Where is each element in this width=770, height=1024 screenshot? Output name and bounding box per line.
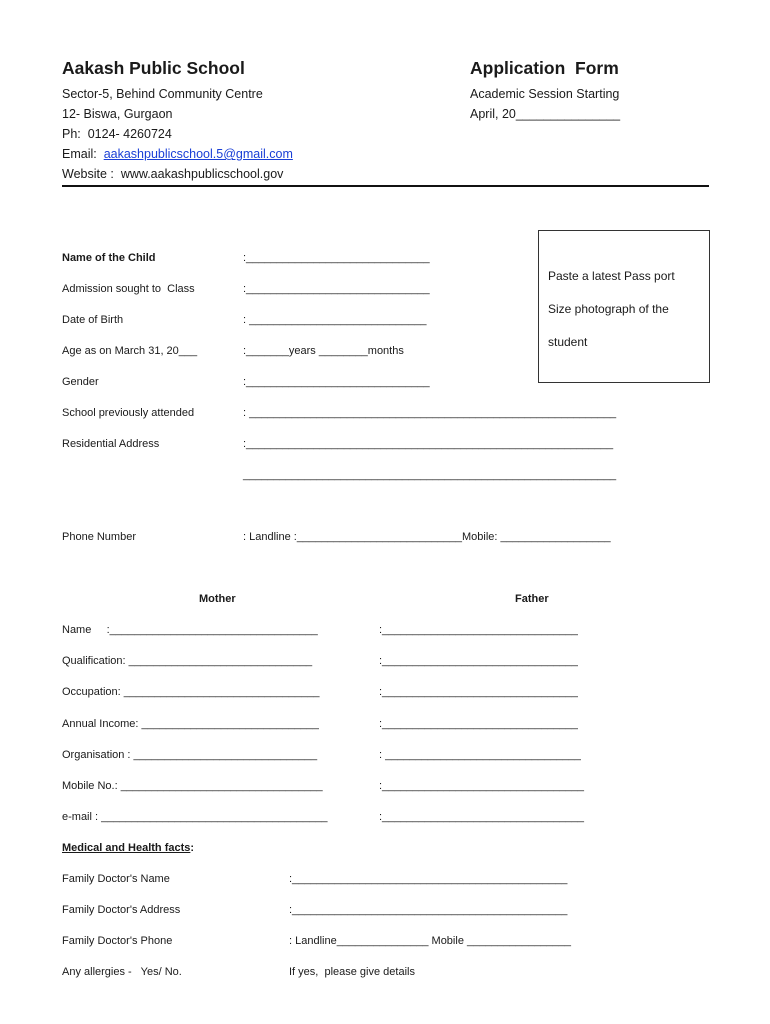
- father-heading: Father: [515, 593, 549, 605]
- allergies-label: Any allergies - Yes/ No.: [62, 966, 182, 978]
- allergies-detail: If yes, please give details: [289, 966, 415, 978]
- doctor-phone-field[interactable]: : Landline_______________ Mobile _________________: [289, 935, 571, 947]
- mother-occupation-field[interactable]: Occupation: ________________________________: [62, 686, 320, 698]
- mother-organisation-field[interactable]: Organisation : ______________________________: [62, 749, 318, 761]
- email-link[interactable]: aakashpublicschool.5@gmail.com: [103, 147, 293, 161]
- gender-label: Gender: [62, 376, 99, 388]
- admission-class-label: Admission sought to Class: [62, 283, 195, 295]
- age-field[interactable]: :_______years ________months: [243, 345, 404, 357]
- photo-box: [538, 230, 710, 383]
- residential-address-field-1[interactable]: :____________________________________________________________: [243, 438, 614, 450]
- school-email-row: [62, 144, 293, 164]
- father-name-field[interactable]: :________________________________: [379, 624, 578, 636]
- school-address-line1: Sector-5, Behind Community Centre: [62, 87, 263, 101]
- school-address-line2: 12- Biswa, Gurgaon: [62, 107, 173, 121]
- photo-box-line3: student: [548, 335, 588, 349]
- age-label: Age as on March 31, 20___: [62, 345, 198, 357]
- residential-address-field-2[interactable]: _____________________________________________________________: [243, 469, 617, 481]
- father-mobile-field[interactable]: :_________________________________: [379, 780, 584, 792]
- phone-number-field[interactable]: : Landline :___________________________Mobile: __________________: [243, 531, 611, 543]
- doctor-phone-label: Family Doctor's Phone: [62, 935, 173, 947]
- header-divider: [62, 185, 709, 187]
- session-line1: Academic Session Starting: [470, 87, 620, 101]
- school-phone: Ph: 0124- 4260724: [62, 127, 172, 141]
- dob-field[interactable]: : _____________________________: [243, 314, 427, 326]
- father-organisation-field[interactable]: : ________________________________: [379, 749, 581, 761]
- mother-mobile-field[interactable]: Mobile No.: _________________________________: [62, 780, 323, 792]
- mother-email-field[interactable]: e-mail : _____________________________________: [62, 811, 328, 823]
- mother-qualification-field[interactable]: Qualification: ______________________________: [62, 655, 313, 667]
- previous-school-label: School previously attended: [62, 407, 195, 419]
- doctor-name-label: Family Doctor's Name: [62, 873, 170, 885]
- doctor-name-field[interactable]: :_____________________________________________: [289, 873, 568, 885]
- photo-box-line1: Paste a latest Pass port: [548, 269, 675, 283]
- gender-field[interactable]: :______________________________: [243, 376, 430, 388]
- doctor-address-field[interactable]: :_____________________________________________: [289, 904, 568, 916]
- form-title: Application Form: [470, 58, 619, 78]
- doctor-address-label: Family Doctor's Address: [62, 904, 181, 916]
- medical-heading: [62, 842, 194, 854]
- mother-heading: Mother: [199, 593, 236, 605]
- father-qualification-field[interactable]: :________________________________: [379, 655, 578, 667]
- previous-school-field[interactable]: : ____________________________________________________________: [243, 407, 617, 419]
- dob-label: Date of Birth: [62, 314, 124, 326]
- child-name-field[interactable]: :______________________________: [243, 252, 430, 264]
- email-label: Email:: [62, 147, 104, 161]
- medical-heading-text: Medical and Health facts: [62, 842, 191, 854]
- session-line2: April, 20_______________: [470, 107, 621, 121]
- father-occupation-field[interactable]: :________________________________: [379, 686, 578, 698]
- school-name: Aakash Public School: [62, 58, 245, 78]
- medical-heading-colon: :: [190, 842, 195, 854]
- school-website: Website : www.aakashpublicschool.gov: [62, 167, 284, 181]
- phone-number-label: Phone Number: [62, 531, 136, 543]
- mother-name-field[interactable]: Name :__________________________________: [62, 624, 318, 636]
- father-email-field[interactable]: :_________________________________: [379, 811, 584, 823]
- admission-class-field[interactable]: :______________________________: [243, 283, 430, 295]
- child-name-label: Name of the Child: [62, 252, 156, 264]
- residential-address-label: Residential Address: [62, 438, 160, 450]
- mother-income-field[interactable]: Annual Income: _____________________________: [62, 718, 319, 730]
- father-income-field[interactable]: :________________________________: [379, 718, 578, 730]
- photo-box-line2: Size photograph of the: [548, 302, 669, 316]
